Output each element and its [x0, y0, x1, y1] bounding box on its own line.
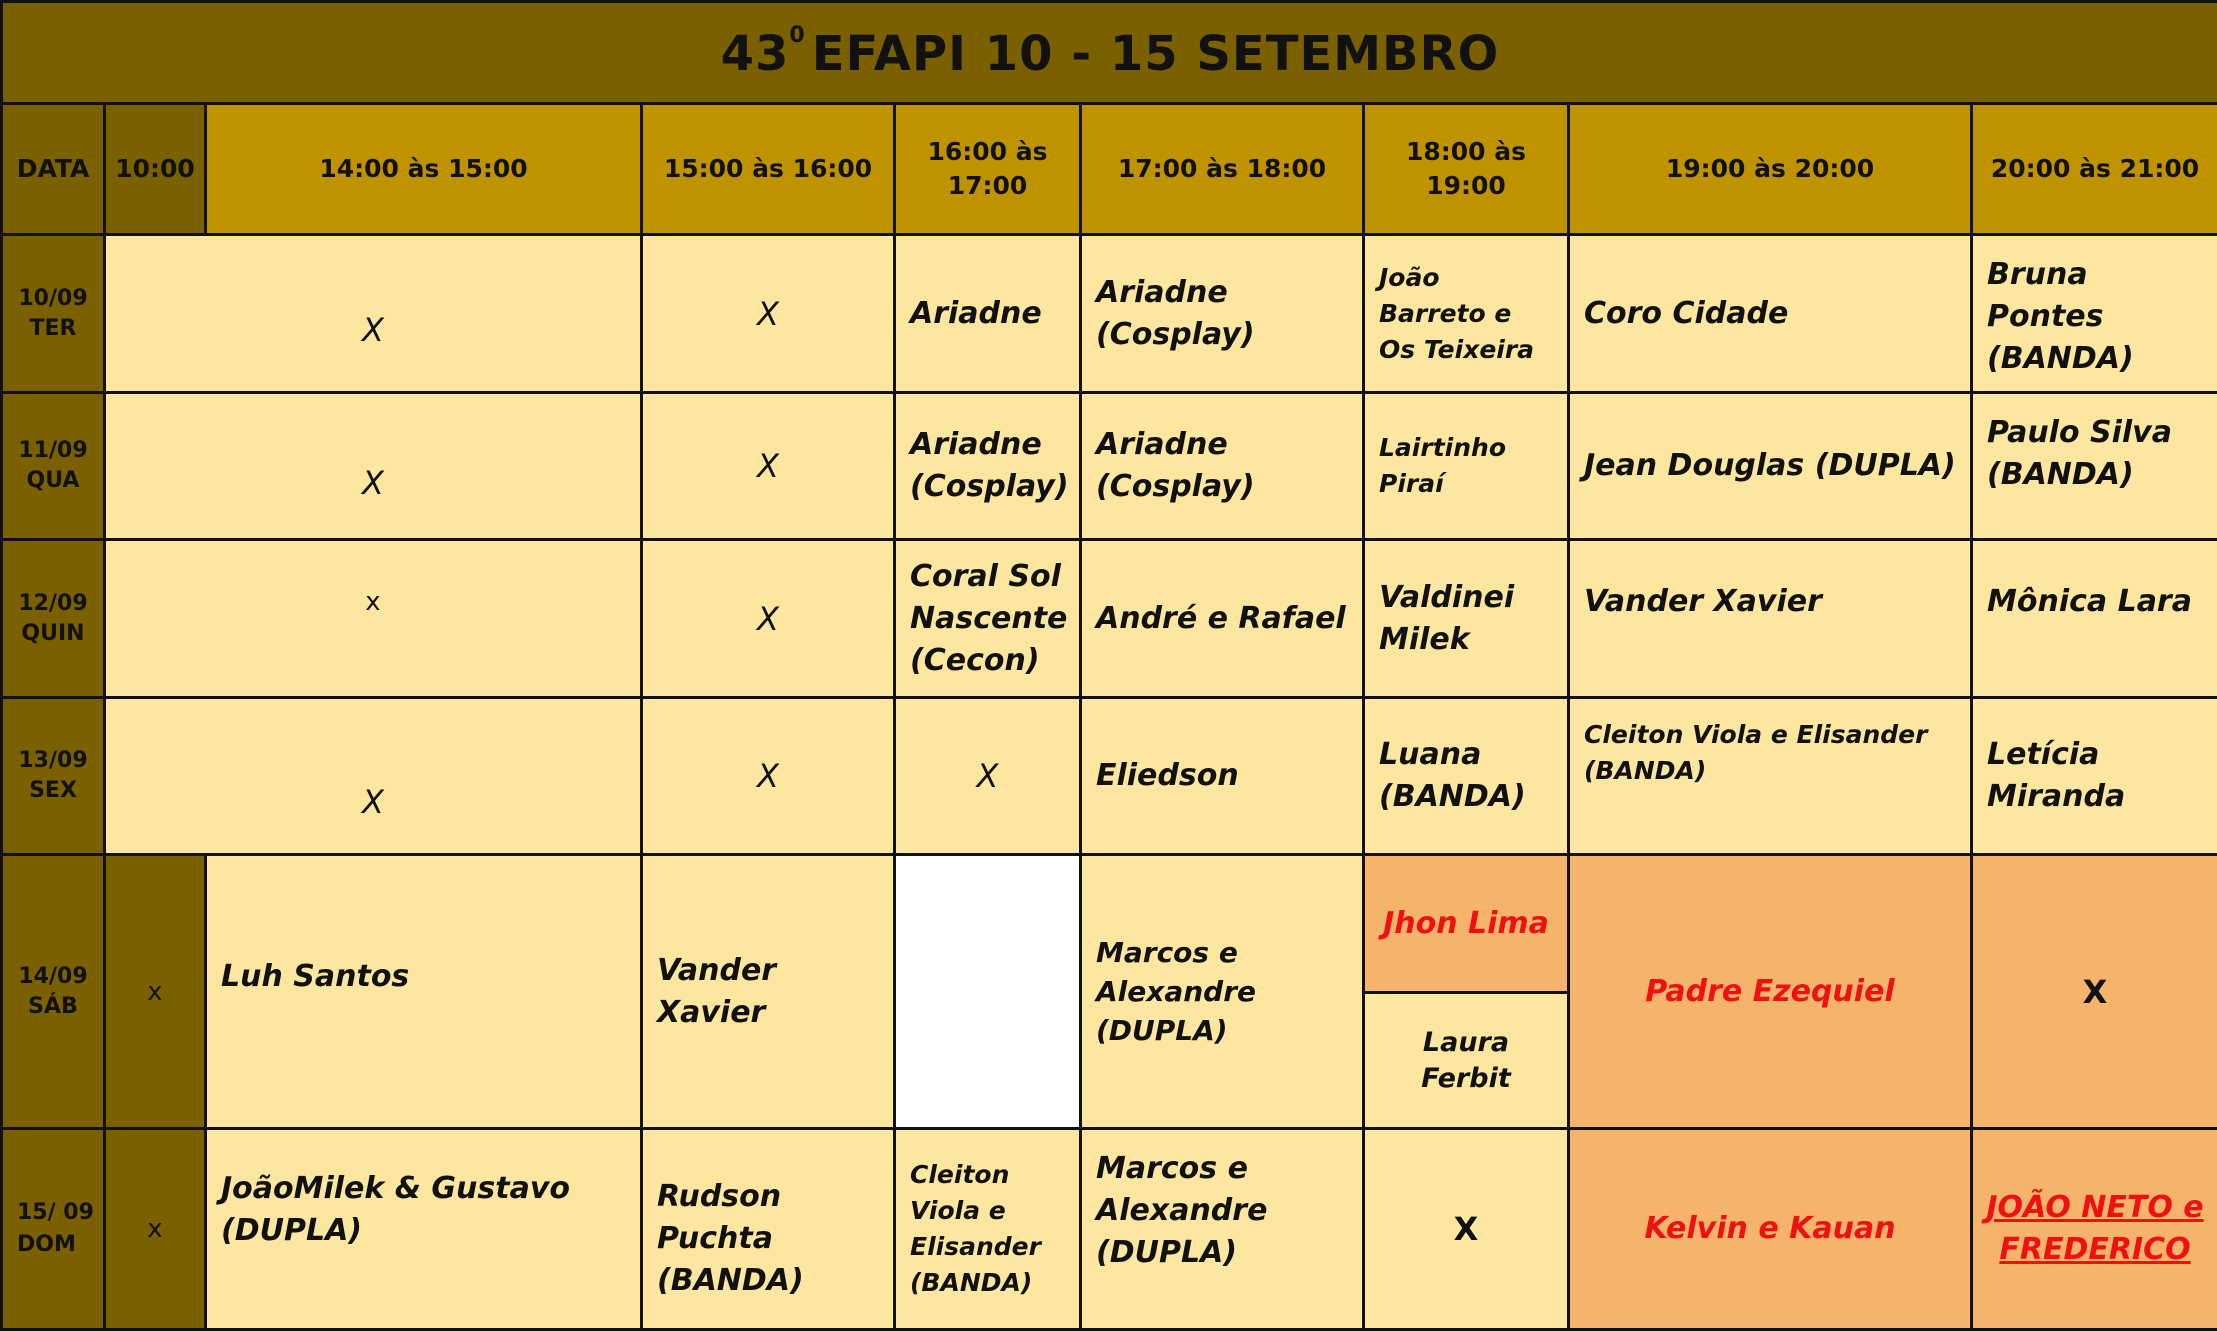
slot-cell: Cleiton Viola e Elisander (BANDA): [1569, 698, 1972, 855]
date-cell: 14/09 SÁB: [2, 855, 105, 1129]
slot-cell: Bruna Pontes (BANDA): [1972, 235, 2217, 393]
slot-cell: Eliedson: [1081, 698, 1364, 855]
slot-cell: Coro Cidade: [1569, 235, 1972, 393]
slot-cell: Jean Douglas (DUPLA): [1569, 393, 1972, 540]
slot-cell: X: [895, 698, 1081, 855]
table-row: [2, 855, 2217, 993]
slot-cell: Jhon Lima: [1364, 855, 1569, 993]
header-18: 18:00 às 19:00: [1364, 104, 1569, 235]
slot-cell: Marcos e Alexandre (DUPLA): [1081, 855, 1364, 1129]
slot-cell: Luh Santos: [206, 855, 642, 1129]
slot-cell: X: [642, 235, 895, 393]
table-row: [2, 393, 2217, 540]
header-17: 17:00 às 18:00: [1081, 104, 1364, 235]
slot-cell: Ariadne (Cosplay): [1081, 235, 1364, 393]
slot-cell: Padre Ezequiel: [1569, 855, 1972, 1129]
slot-cell: Ariadne: [895, 235, 1081, 393]
page-title: $43^0$ EFAPI 10 - 15 SETEMBRO: [2, 2, 2217, 104]
slot-cell: Laura Ferbit: [1364, 993, 1569, 1129]
slot-cell: X: [642, 540, 895, 698]
slot-cell: Lairtinho Piraí: [1364, 393, 1569, 540]
slot-cell: x: [105, 540, 642, 698]
slot-cell: X: [642, 698, 895, 855]
slot-cell: João Barreto e Os Teixeira: [1364, 235, 1569, 393]
slot-cell: X: [105, 698, 642, 855]
slot-cell: Kelvin e Kauan: [1569, 1129, 1972, 1330]
table-row: [2, 698, 2217, 855]
header-20: 20:00 às 21:00: [1972, 104, 2217, 235]
slot-cell: Mônica Lara: [1972, 540, 2217, 698]
slot-cell: Marcos e Alexandre (DUPLA): [1081, 1129, 1364, 1330]
date-cell: 15/ 09 DOM: [2, 1129, 105, 1330]
slot-cell: x: [105, 1129, 206, 1330]
table-row: [2, 235, 2217, 393]
slot-cell: Ariadne (Cosplay): [1081, 393, 1364, 540]
slot-cell: Rudson Puchta (BANDA): [642, 1129, 895, 1330]
slot-cell: JoãoMilek & Gustavo (DUPLA): [206, 1129, 642, 1330]
slot-cell: Vander Xavier: [642, 855, 895, 1129]
header-row: [2, 104, 2217, 235]
header-19: 19:00 às 20:00: [1569, 104, 1972, 235]
slot-cell: Ariadne (Cosplay): [895, 393, 1081, 540]
date-cell: 11/09 QUA: [2, 393, 105, 540]
header-date: DATA: [2, 104, 105, 235]
header-10: 10:00: [105, 104, 206, 235]
slot-cell: [895, 855, 1081, 1129]
slot-cell: André e Rafael: [1081, 540, 1364, 698]
header-14: 14:00 às 15:00: [206, 104, 642, 235]
date-cell: 12/09 QUIN: [2, 540, 105, 698]
slot-cell: Vander Xavier: [1569, 540, 1972, 698]
slot-cell: X: [1972, 855, 2217, 1129]
date-cell: 13/09 SEX: [2, 698, 105, 855]
slot-cell: X: [105, 393, 642, 540]
slot-cell: x: [105, 855, 206, 1129]
slot-cell: Paulo Silva (BANDA): [1972, 393, 2217, 540]
slot-cell: X: [1364, 1129, 1569, 1330]
slot-cell: Luana (BANDA): [1364, 698, 1569, 855]
slot-cell: Cleiton Viola e Elisander (BANDA): [895, 1129, 1081, 1330]
slot-cell: Coral Sol Nascente (Cecon): [895, 540, 1081, 698]
header-16: 16:00 às 17:00: [895, 104, 1081, 235]
date-cell: 10/09 TER: [2, 235, 105, 393]
slot-cell: X: [105, 235, 642, 393]
slot-cell: JOÃO NETO e FREDERICO: [1972, 1129, 2217, 1330]
table-row: [2, 1129, 2217, 1330]
slot-cell: Letícia Miranda: [1972, 698, 2217, 855]
slot-cell: Valdinei Milek: [1364, 540, 1569, 698]
header-15: 15:00 às 16:00: [642, 104, 895, 235]
slot-cell: X: [642, 393, 895, 540]
table-row: [2, 540, 2217, 698]
